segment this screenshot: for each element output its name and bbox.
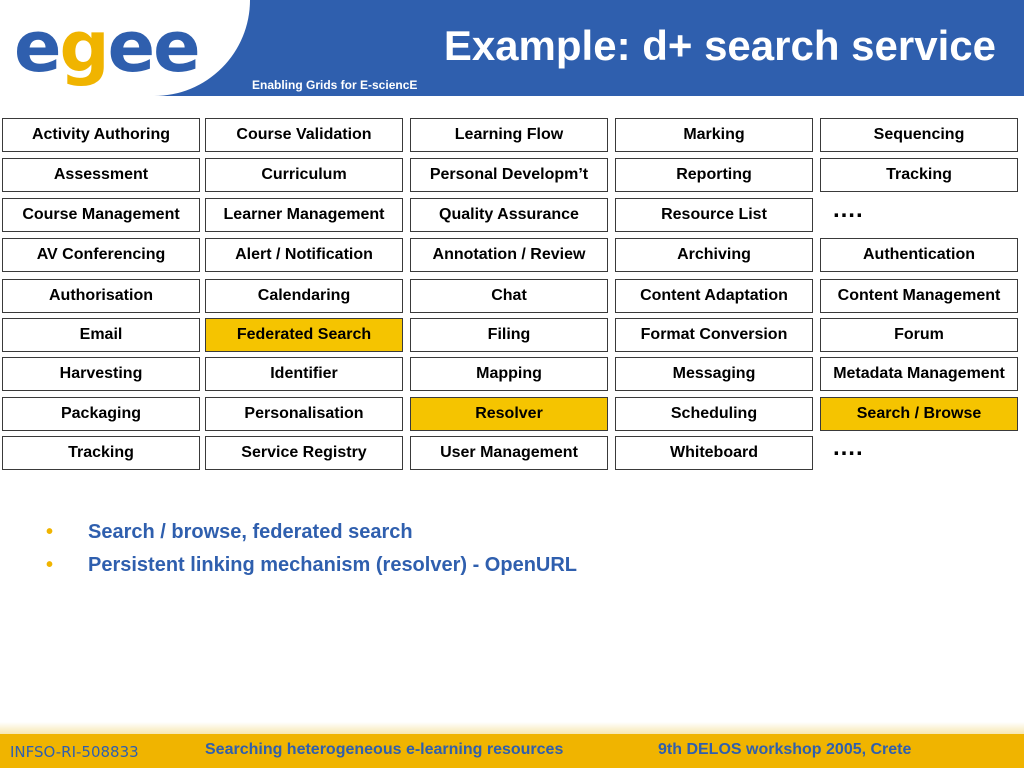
service-cell: Filing: [410, 318, 608, 352]
footer-event: 9th DELOS workshop 2005, Crete: [658, 741, 912, 758]
service-cell: Quality Assurance: [410, 198, 608, 232]
service-cell: Tracking: [2, 436, 200, 470]
service-cell: Scheduling: [615, 397, 813, 431]
more-services-ellipsis: ….: [832, 434, 863, 461]
footer-talk-title: Searching heterogeneous e-learning resources: [205, 741, 564, 758]
service-cell: Activity Authoring: [2, 118, 200, 152]
logo-panel: [0, 0, 250, 96]
service-cell: Reporting: [615, 158, 813, 192]
service-cell: Learning Flow: [410, 118, 608, 152]
bullet-item: [40, 551, 577, 584]
footer-bar: [0, 734, 1024, 768]
service-cell: Alert / Notification: [205, 238, 403, 272]
service-cell-highlighted: Resolver: [410, 397, 608, 431]
service-cell: Personalisation: [205, 397, 403, 431]
bullet-list: [40, 518, 577, 584]
service-cell: Authorisation: [2, 279, 200, 313]
more-services-ellipsis: ….: [832, 196, 863, 223]
slide-title: Example: d+ search service: [443, 22, 996, 69]
service-cell: Course Management: [2, 198, 200, 232]
service-cell: Service Registry: [205, 436, 403, 470]
service-cell: Assessment: [2, 158, 200, 192]
service-cell: Forum: [820, 318, 1018, 352]
service-cell-highlighted: Search / Browse: [820, 397, 1018, 431]
service-cell: AV Conferencing: [2, 238, 200, 272]
service-cell: Email: [2, 318, 200, 352]
footer-fade: [0, 722, 1024, 734]
bullet-text: Persistent linking mechanism (resolver) - OpenURL: [88, 554, 578, 576]
service-cell: Learner Management: [205, 198, 403, 232]
footer-project-id: INFSO-RI-508833: [10, 743, 139, 761]
egee-logo: egee: [14, 6, 199, 88]
service-cell: Mapping: [410, 357, 608, 391]
service-cell: Packaging: [2, 397, 200, 431]
service-cell: Metadata Management: [820, 357, 1018, 391]
bullet-item: [40, 518, 577, 551]
service-cell: Course Validation: [205, 118, 403, 152]
service-cell: Harvesting: [2, 357, 200, 391]
header-bar: [0, 0, 1024, 96]
service-cell: Resource List: [615, 198, 813, 232]
bullet-icon: •: [46, 554, 54, 576]
service-cell: Annotation / Review: [410, 238, 608, 272]
service-cell: Curriculum: [205, 158, 403, 192]
bullet-text: Search / browse, federated search: [88, 521, 413, 543]
service-cell: Tracking: [820, 158, 1018, 192]
service-cell: Format Conversion: [615, 318, 813, 352]
service-cell: Chat: [410, 279, 608, 313]
slide-subtitle: Enabling Grids for E-sciencE: [252, 78, 418, 92]
service-cell: Messaging: [615, 357, 813, 391]
service-cell: Archiving: [615, 238, 813, 272]
service-cell: Marking: [615, 118, 813, 152]
service-cell: Personal Developm’t: [410, 158, 608, 192]
service-cell: Identifier: [205, 357, 403, 391]
service-cell: Content Management: [820, 279, 1018, 313]
service-cell: Content Adaptation: [615, 279, 813, 313]
service-cell: Whiteboard: [615, 436, 813, 470]
service-cell: Sequencing: [820, 118, 1018, 152]
service-cell: User Management: [410, 436, 608, 470]
service-cell-highlighted: Federated Search: [205, 318, 403, 352]
service-cell: Calendaring: [205, 279, 403, 313]
service-cell: Authentication: [820, 238, 1018, 272]
bullet-icon: •: [46, 521, 54, 543]
